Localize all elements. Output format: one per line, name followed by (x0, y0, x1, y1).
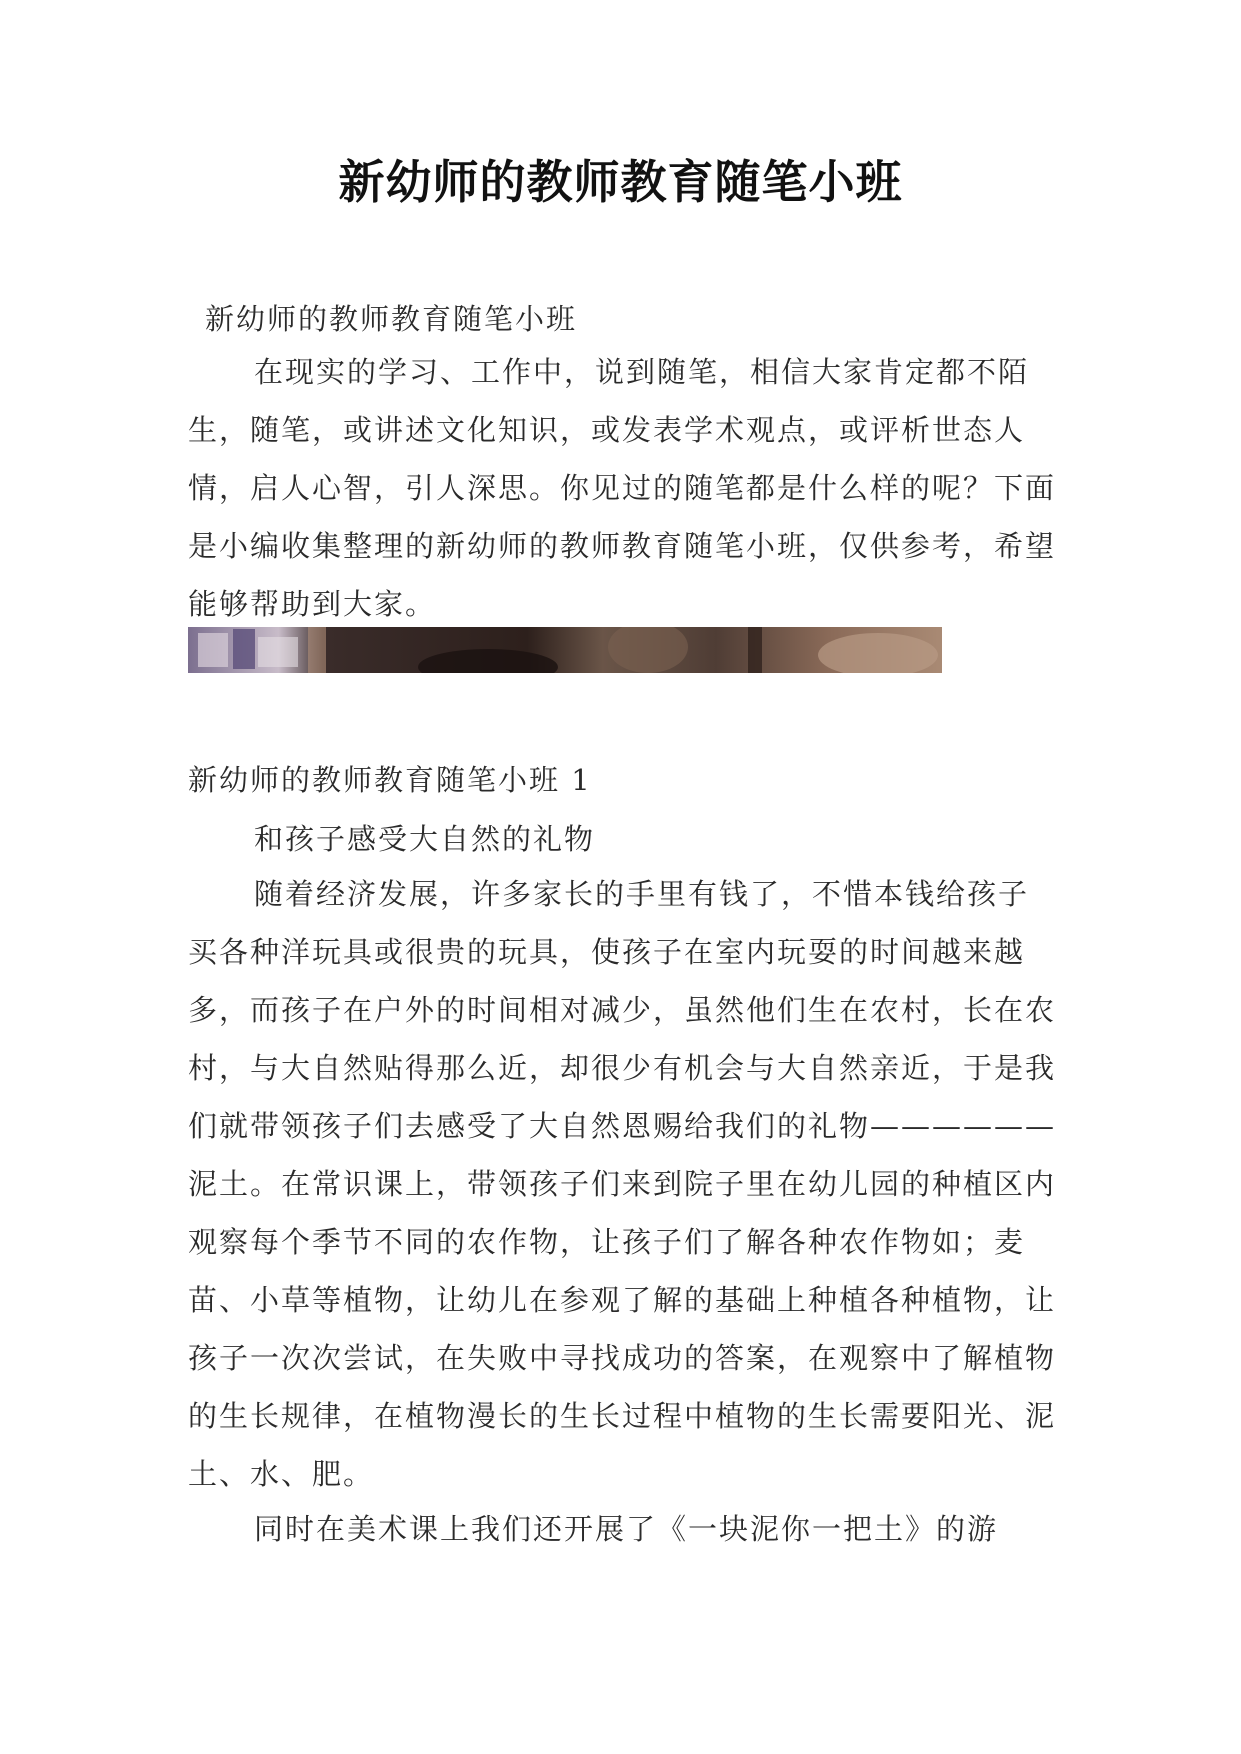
document-subtitle: 新幼师的教师教育随笔小班 (205, 302, 578, 336)
body-paragraph: 随着经济发展，许多家长的手里有钱了，不惜本钱给孩子买各种洋玩具或很贵的玩具，使孩子在室内玩耍的时间越来越多，而孩子在户外的时间相对减少，虽然他们生在农村，长在农村，与大自然贴得那么近，却很少有机会与大自然亲近，于是我们就带领孩子们去感受了大自然恩赐给我们的礼物——————泥土。在常识课上，带领孩子们来到院子里在幼儿园的种植区内观察每个季节不同的农作物，让孩子们了解各种农作物如；麦苗、小草等植物，让幼儿在参观了解的基础上种植各种植物，让孩子一次次尝试，在失败中寻找成功的答案，在观察中了解植物的生长规律，在植物漫长的生长过程中植物的生长需要阳光、泥土、水、肥。 (188, 877, 1057, 1491)
body-paragraph: 同时在美术课上我们还开展了《一块泥你一把土》的游 (254, 1512, 999, 1546)
section-title: 新幼师的教师教育随笔小班 1 (188, 763, 592, 797)
intro-paragraph: 在现实的学习、工作中，说到随笔，相信大家肯定都不陌生，随笔，或讲述文化知识，或发表学术观点，或评析世态人情，启人心智，引人深思。你见过的随笔都是什么样的呢？下面是小编收集整理的新幼师的教师教育随笔小班，仅供参考，希望能够帮助到大家。 (188, 355, 1057, 621)
photo-image (188, 627, 942, 673)
section-subheading: 和孩子感受大自然的礼物 (254, 822, 596, 856)
page-title: 新幼师的教师教育随笔小班 (338, 155, 903, 209)
